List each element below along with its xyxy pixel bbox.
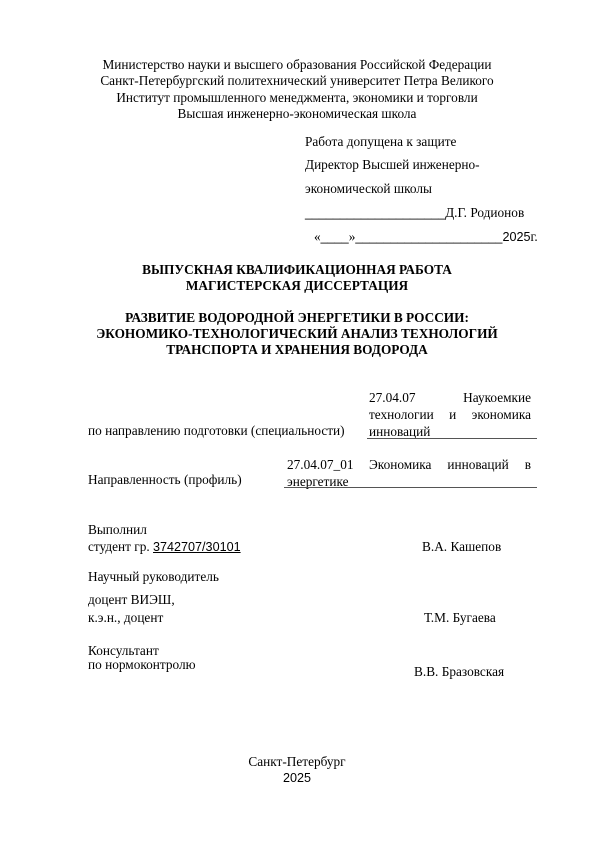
student-group-line — [88, 539, 241, 555]
work-type-line2: МАГИСТЕРСКАЯ ДИССЕРТАЦИЯ — [185, 278, 409, 293]
profile-underline — [284, 487, 537, 488]
topic-line3: ТРАНСПОРТА И ХРАНЕНИЯ ВОДОРОДА — [166, 342, 428, 357]
profile-code-block — [287, 456, 353, 490]
supervisor-degree: к.э.н., доцент — [88, 610, 164, 625]
date-day-blank: ____ — [320, 230, 349, 244]
direction-code-line2: технологии и экономика — [369, 407, 531, 422]
director-name: Д.Г. Родионов — [445, 205, 525, 220]
date-close-quote: » — [348, 229, 356, 244]
supervisor-label: Научный руководитель — [88, 569, 219, 584]
date-year: 2025 — [502, 230, 531, 244]
direction-code: 27.04.07 — [369, 390, 416, 405]
ministry-line: Министерство науки и высшего образования Российской Федерации — [102, 57, 492, 72]
work-type-line1: ВЫПУСКНАЯ КВАЛИФИКАЦИОННАЯ РАБОТА — [142, 262, 452, 277]
thesis-topic — [0, 310, 594, 358]
date-open-quote: « — [314, 229, 321, 244]
footer — [0, 754, 594, 786]
profile-name-line1: Экономика инноваций в — [369, 457, 531, 472]
university-line: Санкт-Петербургский политехнический университет Петра Великого — [100, 73, 494, 89]
group-number: 3742707/30101 — [153, 540, 241, 554]
approval-line3: экономической школы — [305, 181, 432, 196]
work-type-title — [0, 262, 594, 294]
approval-line2: Директор Высшей инженерно- — [305, 157, 480, 172]
topic-line1: РАЗВИТИЕ ВОДОРОДНОЙ ЭНЕРГЕТИКИ В РОССИИ: — [125, 310, 469, 325]
profile-name-line2: энергетике — [287, 474, 349, 489]
direction-label: по направлению подготовки (специальности) — [88, 423, 345, 438]
profile-code: 27.04.07_01 — [287, 457, 354, 472]
direction-code-block — [369, 389, 531, 440]
consultant-sub-label: по нормоконтролю — [88, 657, 196, 672]
school-line: Высшая инженерно-экономическая школа — [177, 105, 417, 121]
footer-year: 2025 — [282, 771, 312, 785]
date-month-blank: _____________________ — [355, 230, 503, 244]
performer-name: В.А. Кашепов — [422, 539, 502, 554]
supervisor-position: доцент ВИЭШ, — [88, 592, 175, 607]
footer-city: Санкт-Петербург — [248, 754, 346, 769]
supervisor-name: Т.М. Бугаева — [424, 610, 496, 625]
ministry-header — [0, 57, 594, 122]
direction-underline — [367, 438, 537, 439]
student-prefix: студент гр. — [88, 539, 150, 554]
date-year-suffix: г. — [530, 229, 538, 244]
direction-word: Наукоемкие — [463, 390, 531, 405]
performer-label: Выполнил — [88, 522, 147, 537]
institute-line: Институт промышленного менеджмента, экономики и торговли — [116, 89, 478, 105]
approval-date-line — [314, 229, 538, 245]
topic-line2: ЭКОНОМИКО-ТЕХНОЛОГИЧЕСКИЙ АНАЛИЗ ТЕХНОЛОГИЙ — [96, 326, 498, 341]
consultant-label: Консультант — [88, 643, 159, 658]
approval-line1: Работа допущена к защите — [305, 134, 457, 149]
profile-label: Направленность (профиль) — [88, 472, 242, 487]
direction-code-line1 — [369, 389, 531, 406]
consultant-name: В.В. Бразовская — [414, 664, 505, 679]
signature-blank: ____________________ — [305, 206, 446, 220]
director-signature-line — [305, 205, 524, 221]
direction-code-line3: инноваций — [369, 424, 431, 439]
